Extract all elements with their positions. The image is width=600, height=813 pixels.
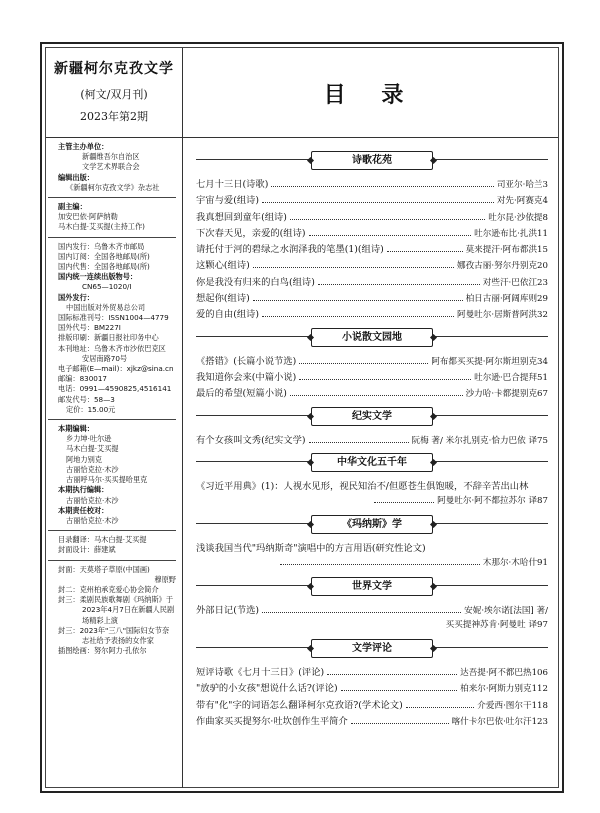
colophon-separator [48, 419, 176, 420]
entry-author-page: 对先·阿赛克4 [496, 196, 548, 207]
entry-title: 带有"化"字的词语怎么翻译柯尔克孜语?(学术论文) [196, 699, 403, 711]
entry-title: 有个女孩叫文秀(纪实文学) [196, 434, 306, 446]
editor: 乡力坤·吐尔逊 [66, 434, 112, 444]
entry-author-page: 阮梅 著/ 米尔扎别克·恰力巴依 译75 [411, 435, 548, 446]
entry-title: 宇宙与爱(组诗) [196, 195, 260, 207]
header-divider-left [46, 137, 182, 138]
entry-title: 短评诗歌《七月十三日》(评论) [196, 667, 325, 679]
toc-entry[interactable] [196, 602, 548, 618]
section-title: 中华文化五千年 [311, 453, 433, 472]
header-divider-right [183, 137, 558, 138]
section-header [196, 513, 548, 535]
entry-title: 我知道你会来(中篇小说) [196, 371, 297, 383]
entry-author-page: 吐尔昆·沙依提8 [488, 212, 548, 223]
entry-author-page: 阿曼吐尔·居斯普阿洪32 [456, 310, 548, 321]
entry-title: 最后的希望(短篇小说) [196, 388, 287, 400]
toc-entry[interactable] [196, 209, 548, 225]
price: 定价：15.00元 [66, 404, 116, 414]
colophon-separator [48, 237, 176, 238]
toc-entry[interactable] [196, 713, 548, 729]
publisher-label: 编辑出版： [58, 172, 94, 182]
cn-number: CN65—1020/I [82, 282, 132, 292]
section-header [196, 637, 548, 659]
entry-author-page: 娜孜古丽·努尔丹别克20 [456, 261, 548, 272]
section-header [196, 405, 548, 427]
entry-title: 作曲家买买提努尔·吐坎创作生平简介 [196, 716, 348, 728]
magazine-issue: 2023年第2期 [80, 110, 148, 123]
entry-author-page: 沙力哈·卡都提别克67 [465, 389, 548, 400]
toc-entry[interactable] [196, 241, 548, 257]
illustrator: 插图绘画：努尔阿力·孔依尔 [58, 646, 147, 656]
vertical-divider [182, 48, 183, 788]
foreign-label: 国外发行： [58, 292, 94, 302]
email: 电子邮箱(E—mail)：xjkz@sina.cn [58, 364, 174, 374]
cover3-caption: 场精彩上演 [82, 615, 118, 625]
toc-entry[interactable] [196, 353, 548, 369]
phone: 电话：0991—4590825,4516141 [58, 384, 172, 394]
publisher: 《新疆柯尔克孜文学》杂志社 [66, 182, 160, 192]
editor: 古丽呼马尔·买买提哈里克 [66, 475, 148, 485]
toc-entry[interactable] [196, 225, 548, 241]
cover3-caption: 封三：柔剧民族歌舞剧《玛纳斯》于 [58, 595, 174, 605]
section-header [196, 149, 548, 171]
editors-label: 本期编辑： [58, 424, 94, 434]
entry-title: 请托付于河的碧绿之水润泽我的笔墨(1)(组诗) [196, 244, 384, 256]
editor: 马木白提·艾买提 [66, 444, 119, 454]
toc-entry[interactable] [196, 385, 548, 401]
magazine-subtitle: (柯文/双月刊) [80, 88, 148, 101]
entry-author-page: 买买提神苏肯·阿曼吐 译97 [445, 620, 548, 631]
section-title: 《玛纳斯》学 [311, 515, 433, 534]
entry-title: 我真想回到童年(组诗) [196, 211, 287, 223]
postcode: 邮编：830017 [58, 374, 108, 384]
entry-author-page: 阿曼吐尔·阿不都拉苏尔 译87 [437, 495, 548, 506]
toc-entry[interactable] [196, 176, 548, 192]
domestic-order: 国内订阅：全国各地邮局(所) [58, 251, 150, 261]
entry-author-page: 介爱西·图尔干118 [477, 700, 548, 711]
section-title: 纪实文学 [311, 407, 433, 426]
domestic-issue: 国内发行：乌鲁木齐市邮局 [58, 241, 145, 251]
entry-title: 《习近平用典》(1)：人视水见形，视民知治不/但愿苍生俱饱暖，不辞辛苦出山林 [196, 480, 529, 492]
printer: 排版印刷：新疆日报社印务中心 [58, 333, 159, 343]
cover4-caption: 封三：2023年"三八"国际妇女节奈 [58, 625, 170, 635]
entry-author-page: 司亚尔·哈兰3 [496, 180, 548, 190]
entry-title: 想起你(组诗) [196, 293, 250, 305]
section-header [196, 451, 548, 473]
entry-author-page: 柏日古丽·阿阔库则29 [465, 294, 548, 305]
entry-author-page: 柏来尔·阿斯力别克112 [460, 684, 548, 695]
post-code: 邮发代号：58—3 [58, 394, 115, 404]
address: 安居南路70号 [82, 353, 128, 363]
entry-title: "放驴的小女孩"想说什么话?(评论) [196, 683, 338, 695]
section-header [196, 575, 548, 597]
designer: 封面设计：薛建斌 [58, 545, 116, 555]
toc-entry[interactable] [196, 369, 548, 385]
foreign-distributor: 中国出版对外贸易总公司 [66, 302, 146, 312]
entry-title: 这颗心(组诗) [196, 260, 250, 272]
sponsor-label: 主管主办单位： [58, 142, 109, 151]
colophon [58, 142, 180, 656]
entry-author-page: 对些汗·巴依江23 [482, 277, 548, 288]
entry-author-page: 吐尔逊·巴合提拜51 [474, 372, 548, 383]
entry-title: 外部日记(节选) [196, 604, 260, 616]
toc-title: 目 录 [323, 83, 418, 108]
toc-entry[interactable] [196, 192, 548, 208]
toc-entry[interactable] [196, 274, 548, 290]
toc-entry[interactable] [196, 257, 548, 273]
foreign-code: 国外代号：BM227I [58, 323, 121, 333]
toc-entry[interactable] [196, 664, 548, 680]
colophon-separator [48, 530, 176, 531]
sponsor: 文学艺术界联合会 [82, 162, 140, 172]
toc-entry-author [196, 618, 548, 634]
entry-author-page: 达吾提·阿不都巴热106 [460, 668, 548, 679]
cover4-caption: 志社给予表扬的女作家 [82, 635, 154, 645]
address: 本刊地址：乌鲁木齐市沙依巴克区 [58, 343, 166, 353]
toc-entry[interactable] [196, 290, 548, 306]
entry-author: 安妮·埃尔诺[法国] 著/ [464, 605, 548, 616]
toc-entry[interactable] [196, 478, 548, 494]
cover3-caption: 2023年4月7日在新疆人民剧 [82, 605, 175, 615]
toc-entry[interactable] [196, 697, 548, 713]
section-header [196, 326, 548, 348]
domestic-agent: 国内代售：全国各地邮局(所) [58, 262, 150, 272]
vice-editor: 加安巴依·阿萨纳勒 [58, 212, 118, 222]
entry-author-page: 木那尔·木哈什91 [482, 557, 548, 568]
entry-title: 《搭错》(长篇小说节选) [196, 355, 297, 367]
toc-list [196, 146, 548, 729]
entry-title: 下次春天见，亲爱的(组诗) [196, 227, 306, 239]
proofreader-label: 本期责任校对： [58, 505, 109, 515]
translator: 目录翻译：马木白提·艾买提 [58, 535, 147, 545]
toc-entry-author [196, 556, 548, 572]
entry-title: 浅谈我国当代"玛纳斯奇"演唱中的方言用语(研究性论文) [196, 542, 426, 554]
proofreader: 古丽恰克拉·木沙 [66, 515, 119, 525]
cover-artist: 穆原野 [154, 574, 176, 584]
colophon-separator [48, 560, 176, 561]
editor: 阿地力别克 [66, 454, 102, 464]
cn-label: 国内统一连续出版物号： [58, 272, 138, 282]
section-title: 文学评论 [311, 639, 433, 658]
section-title: 诗歌花苑 [311, 151, 433, 170]
issn: 国际标准刊号：ISSN1004—4779 [58, 313, 169, 323]
entry-title: 七月十三日(诗歌) [196, 179, 269, 190]
exec-editor: 古丽恰克拉·木沙 [66, 495, 119, 505]
section-title: 小说散文园地 [311, 328, 433, 347]
toc-entry[interactable] [196, 540, 548, 556]
magazine-title: 新疆柯尔克孜文学 [54, 61, 174, 77]
entry-author-page: 喀什卡尔巴依·吐尔汗123 [451, 717, 548, 728]
sponsor: 新疆维吾尔自治区 [82, 152, 140, 162]
entry-title: 你是我没有归来的白鸟(组诗) [196, 276, 315, 288]
cover-caption: 封面：天莫塔子草原(中国画) [58, 564, 150, 574]
cover2-caption: 封二：克州柏承克爱心协会简介 [58, 584, 159, 594]
entry-title: 爱的自由(组诗) [196, 309, 260, 321]
vice-editor: 马木白提·艾买提(主持工作) [58, 222, 145, 232]
toc-entry-author [196, 494, 548, 510]
editor: 古丽恰克拉·木沙 [66, 464, 119, 474]
exec-editor-label: 本期执行编辑： [58, 485, 109, 495]
entry-author-page: 阿布都买买提·阿尔斯坦别克34 [431, 356, 548, 367]
toc-entry[interactable] [196, 680, 548, 696]
section-title: 世界文学 [311, 577, 433, 596]
toc-entry[interactable] [196, 306, 548, 322]
toc-entry[interactable] [196, 432, 548, 448]
entry-author-page: 吐尔逊布比·扎洪11 [474, 228, 548, 239]
vice-editor-label: 副主编： [58, 202, 87, 212]
entry-author-page: 莫来提汗·阿布都洪15 [465, 245, 548, 256]
colophon-separator [48, 197, 176, 198]
